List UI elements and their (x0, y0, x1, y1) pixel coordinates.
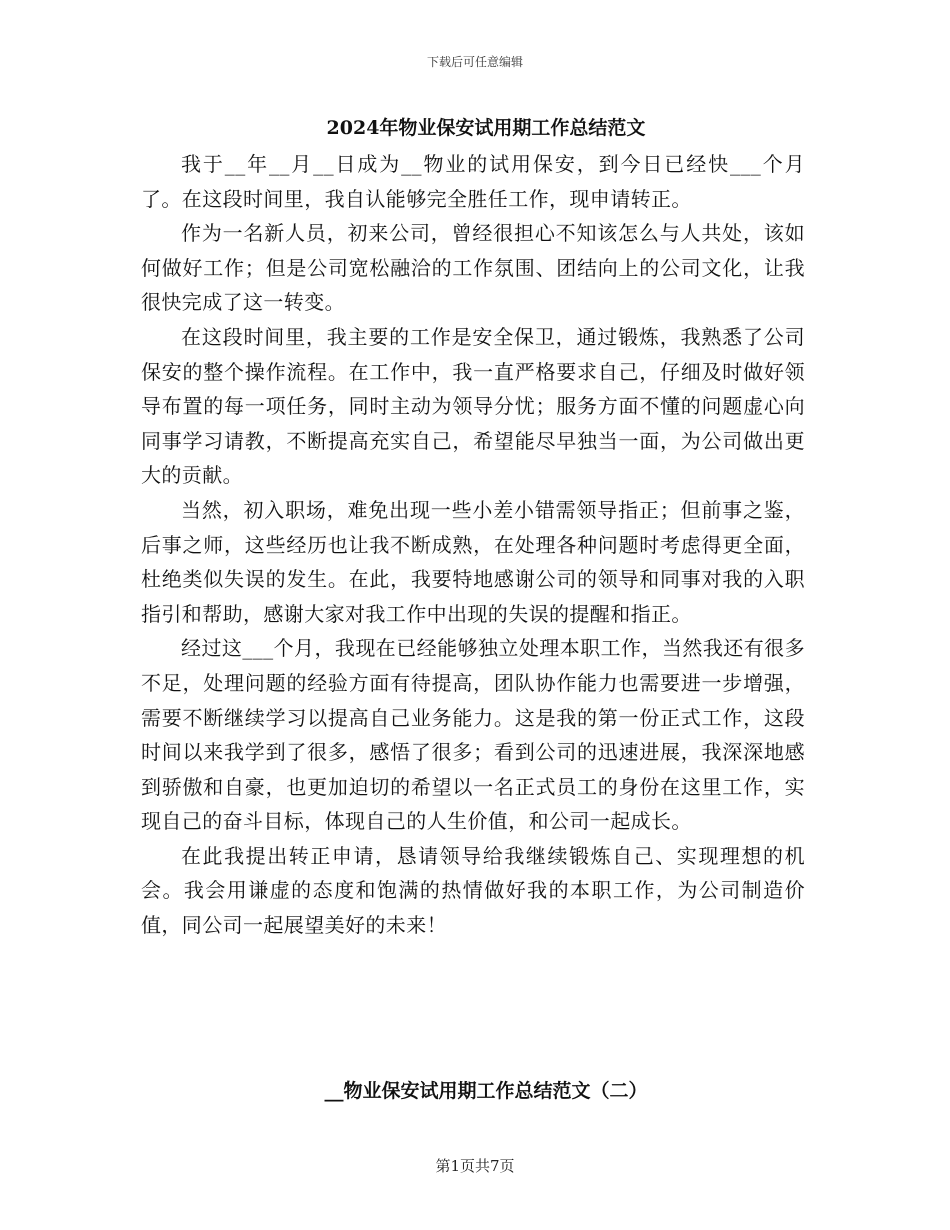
section-title: __物业保安试用期工作总结范文（二） (324, 1080, 648, 1102)
paragraph-4: 当然，初入职场，难免出现一些小差小错需领导指正；但前事之鉴，后事之师，这些经历也让我不断成熟，在处理各种问题时考虑得更全面，杜绝类似失误的发生。在此，我要特地感谢公司的领导和同事对我的入职指引和帮助，感谢大家对我工作中出现的失误的提醒和指正。 (141, 497, 805, 626)
paragraph-5: 经过这___个月，我现在已经能够独立处理本职工作，当然我还有很多不足，处理问题的经验方面有待提高，团队协作能力也需要进一步增强，需要不断继续学习以提高自己业务能力。这是我的第一份正式工作，这段时间以来我学到了很多，感悟了很多；看到公司的迅速进展，我深深地感到骄傲和自豪，也更加迫切的希望以一名正式员工的身份在这里工作，实现自己的奋斗目标，体现自己的人生价值，和公司一起成长。 (141, 636, 805, 834)
paragraph-1: 我于__年__月__日成为__物业的试用保安，到今日已经快___个月了。在这段时间里，我自认能够完全胜任工作，现申请转正。 (141, 152, 805, 211)
header-note: 下载后可任意编辑 (426, 55, 523, 69)
paragraph-6: 在此我提出转正申请，恳请领导给我继续锻炼自己、实现理想的机会。我会用谦虚的态度和饱满的热情做好我的本职工作，为公司制造价值，同公司一起展望美好的未来！ (141, 843, 805, 938)
document-body (141, 147, 805, 943)
document-title: 2024年物业保安试用期工作总结范文 (326, 117, 646, 139)
paragraph-2: 作为一名新人员，初来公司，曾经很担心不知该怎么与人共处，该如何做好工作；但是公司宽松融洽的工作氛围、团结向上的公司文化，让我很快完成了这一转变。 (141, 221, 805, 315)
page-footer: 第1页共7页 (435, 1157, 515, 1175)
paragraph-3: 在这段时间里，我主要的工作是安全保卫，通过锻炼，我熟悉了公司保安的整个操作流程。在工作中，我一直严格要求自己，仔细及时做好领导布置的每一项任务，同时主动为领导分忧；服务方面不懂的问题虚心向同事学习请教，不断提高充实自己，希望能尽早独当一面，为公司做出更大的贡献。 (141, 324, 805, 488)
